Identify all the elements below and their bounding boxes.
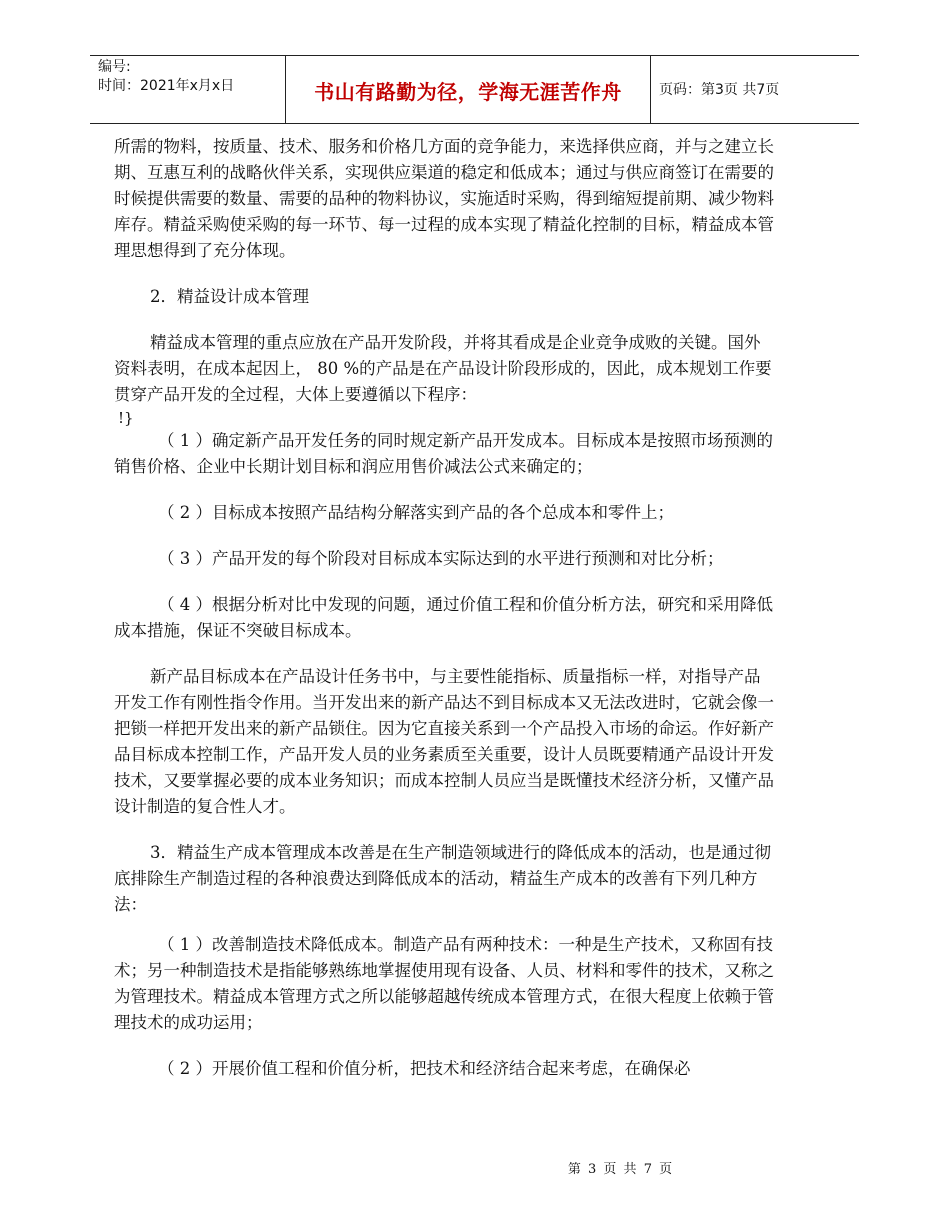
stray-mark: !}: [118, 409, 134, 427]
section-heading: 2．精益设计成本管理: [150, 287, 309, 306]
header-divider: [650, 56, 651, 123]
document-number-label: 编号:: [98, 59, 131, 75]
document-header: [90, 55, 859, 124]
list-item: （ 1 ）改善制造技术降低成本。制造产品有两种技术：一种是生产技术，又称固有技术；另一种制造技术是指能够熟练地掌握使用现有设备、人员、材料和零件的技术，又称之为管理技术。精益成本管理方式之所以能够超越传统成本管理方式，在很大程度上依赖于管理技术的成功运用；: [114, 935, 774, 1032]
body-paragraph: 新产品目标成本在产品设计任务书中，与主要性能指标、质量指标一样，对指导产品开发工作有刚性指令作用。当开发出来的新产品达不到目标成本又无法改进时，它就会像一把锁一样把开发出来的新产品锁住。因为它直接关系到一个产品投入市场的命运。作好新产品目标成本控制工作，产品开发人员的业务素质至关重要，设计人员既要精通产品设计开发技术，又要掌握必要的成本业务知识；而成本控制人员应当是既懂技术经济分析，又懂产品设计制造的复合性人才。: [114, 667, 774, 816]
list-item: （ 3 ）产品开发的每个阶段对目标成本实际达到的水平进行预测和对比分析；: [158, 549, 724, 568]
list-item: （ 2 ）目标成本按照产品结构分解落实到产品的各个总成本和零件上；: [158, 503, 674, 522]
footer-page-number: 第 3 页 共 7 页: [567, 1162, 673, 1177]
page-footer: [0, 1158, 950, 1177]
body-paragraph: 所需的物料，按质量、技术、服务和价格几方面的竞争能力，来选择供应商，并与之建立长期、互惠互利的战略伙伴关系，实现供应渠道的稳定和低成本；通过与供应商签订在需要的时候提供需要的数量、需要的品种的物料协议，实施适时采购，得到缩短提前期、减少物料库存。精益采购使采购的每一环节、每一过程的成本实现了精益化控制的目标，精益成本管理思想得到了充分体现。: [114, 137, 774, 260]
body-paragraph: 精益成本管理的重点应放在产品开发阶段，并将其看成是企业竞争成败的关键。国外资料表明，在成本起因上， 80 %的产品是在产品设计阶段形成的，因此，成本规划工作要贯穿产品开发的全过程，大体上要遵循以下程序：: [114, 333, 772, 404]
list-item: （ 1 ）确定新产品开发任务的同时规定新产品开发成本。目标成本是按照市场预测的销售价格、企业中长期计划目标和润应用售价减法公式来确定的；: [114, 431, 773, 476]
list-item: （ 2 ）开展价值工程和价值分析，把技术和经济结合起来考虑，在确保必: [158, 1059, 691, 1078]
document-time-label: 时间：2021年x月x日: [98, 78, 235, 94]
header-page-info: 页码：第3页 共7页: [659, 82, 780, 98]
document-body: [114, 134, 774, 1082]
list-item: （ 4 ）根据分析对比中发现的问题，通过价值工程和价值分析方法，研究和采用降低成本措施，保证不突破目标成本。: [114, 595, 773, 640]
header-meta: [98, 58, 234, 96]
header-motto: 书山有路勤为径，学海无涯苦作舟: [314, 80, 622, 104]
section-heading: 3．精益生产成本管理成本改善是在生产制造领域进行的降低成本的活动，也是通过彻底排除生产制造过程的各种浪费达到降低成本的活动，精益生产成本的改善有下列几种方法：: [114, 843, 771, 914]
